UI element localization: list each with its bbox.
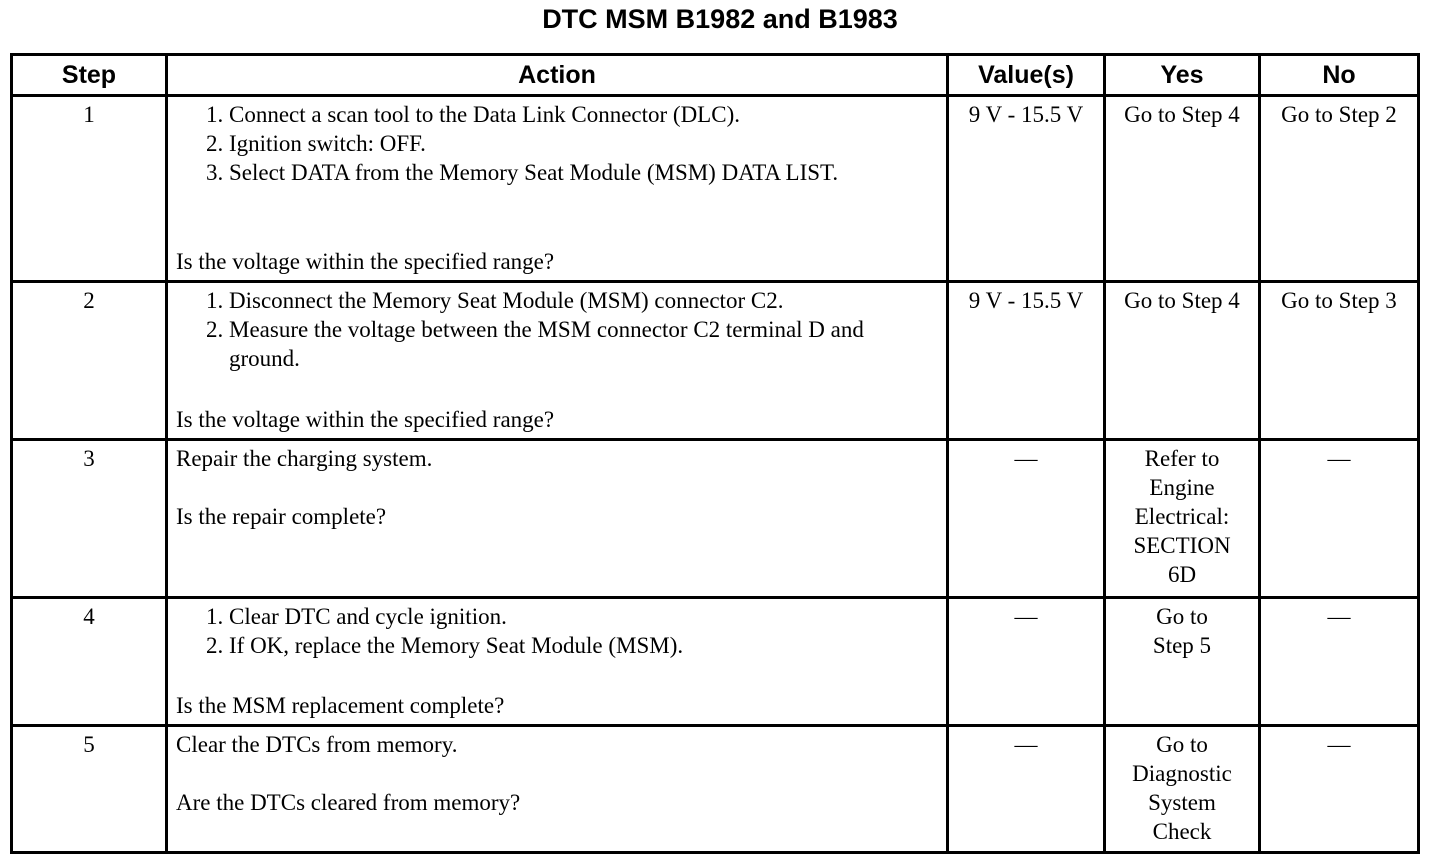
header-values: Value(s) [948, 55, 1105, 96]
action-item: 2. If OK, replace the Memory Seat Module (MSM). [229, 631, 938, 660]
no-cell: — [1260, 440, 1419, 598]
action-item: 1. Clear DTC and cycle ignition. [229, 602, 938, 631]
yes-cell: Refer to Engine Electrical: SECTION 6D [1105, 440, 1260, 598]
question: Is the voltage within the specified range? [176, 407, 555, 432]
action-cell [167, 440, 948, 598]
no-cell: Go to Step 2 [1260, 96, 1419, 282]
step-number: 3 [12, 440, 167, 598]
header-step: Step [12, 55, 167, 96]
action-list [176, 602, 938, 660]
value-cell: — [948, 440, 1105, 598]
table-row [12, 440, 1419, 598]
no-cell: Go to Step 3 [1260, 282, 1419, 440]
table-row [12, 598, 1419, 726]
table-row [12, 282, 1419, 440]
action-text: Repair the charging system. [176, 446, 433, 471]
no-cell: — [1260, 598, 1419, 726]
step-number: 2 [12, 282, 167, 440]
step-number: 4 [12, 598, 167, 726]
action-cell [167, 598, 948, 726]
action-text: Clear the DTCs from memory. [176, 732, 458, 757]
value-cell: — [948, 726, 1105, 853]
action-item: 2. Measure the voltage between the MSM connector C2 terminal D and ground. [229, 315, 938, 373]
question: Is the voltage within the specified range? [176, 249, 555, 274]
yes-cell: Go to Diagnostic System Check [1105, 726, 1260, 853]
action-list [176, 286, 938, 373]
header-no: No [1260, 55, 1419, 96]
step-number: 1 [12, 96, 167, 282]
value-cell: 9 V - 15.5 V [948, 96, 1105, 282]
step-number: 5 [12, 726, 167, 853]
action-cell [167, 282, 948, 440]
action-item: 1. Disconnect the Memory Seat Module (MSM) connector C2. [229, 286, 938, 315]
header-row [12, 55, 1419, 96]
no-cell: — [1260, 726, 1419, 853]
table-row [12, 726, 1419, 853]
header-action: Action [167, 55, 948, 96]
table-row [12, 96, 1419, 282]
page-title: DTC MSM B1982 and B1983 [542, 4, 898, 34]
action-list [176, 100, 938, 187]
header-yes: Yes [1105, 55, 1260, 96]
action-item: 3. Select DATA from the Memory Seat Module (MSM) DATA LIST. [229, 158, 938, 187]
yes-cell: Go to Step 5 [1105, 598, 1260, 726]
value-cell: 9 V - 15.5 V [948, 282, 1105, 440]
question: Is the MSM replacement complete? [176, 693, 505, 718]
action-cell [167, 96, 948, 282]
question: Are the DTCs cleared from memory? [176, 790, 521, 815]
question: Is the repair complete? [176, 504, 387, 529]
action-item: 2. Ignition switch: OFF. [229, 129, 938, 158]
yes-cell: Go to Step 4 [1105, 282, 1260, 440]
yes-cell: Go to Step 4 [1105, 96, 1260, 282]
action-cell [167, 726, 948, 853]
value-cell: — [948, 598, 1105, 726]
diagnostic-table [10, 53, 1420, 854]
action-item: 1. Connect a scan tool to the Data Link Connector (DLC). [229, 100, 938, 129]
